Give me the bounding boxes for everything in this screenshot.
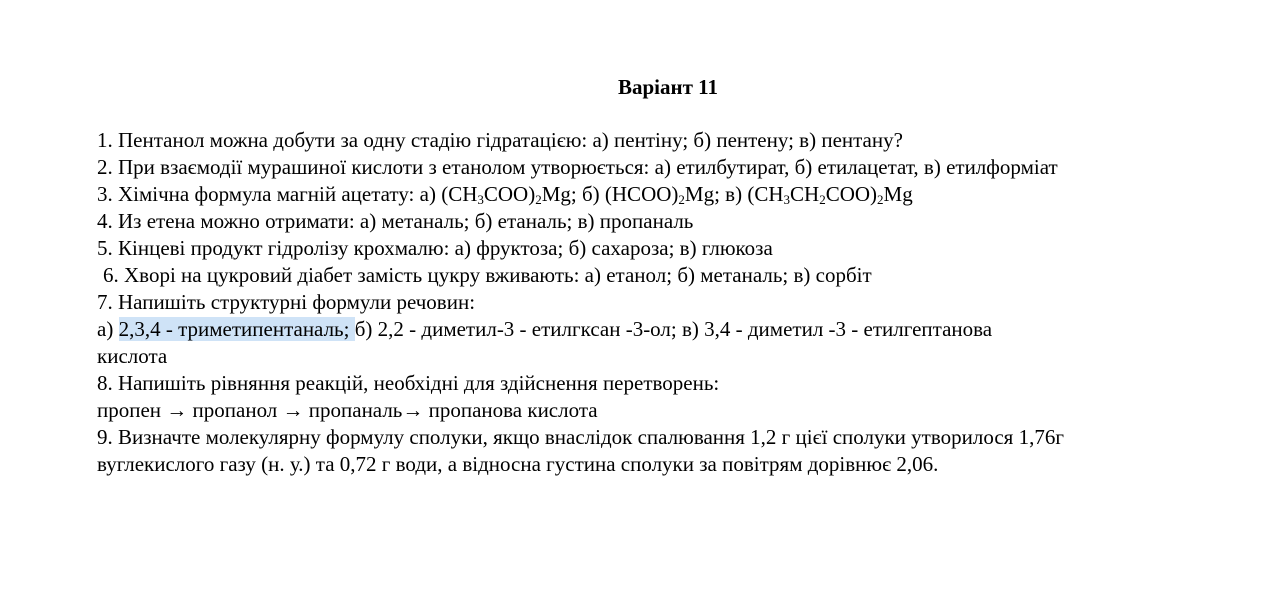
- q3-text-6: COO): [825, 182, 878, 206]
- question-3: [97, 181, 1267, 208]
- question-4: 4. Из етена можно отримати: а) метаналь; б) етаналь; в) пропаналь: [97, 209, 694, 233]
- q3-subscript-5: 2: [819, 192, 826, 207]
- q3-subscript-6: 2: [877, 192, 884, 207]
- question-7-items: [97, 316, 1267, 343]
- selected-text-highlight[interactable]: 2,3,4 - триметипентаналь;: [118, 317, 355, 341]
- question-5: 5. Кінцеві продукт гідролізу крохмалю: а) фруктоза; б) сахароза; в) глюкоза: [97, 236, 773, 260]
- q3-text-4: Mg; в) (CH: [684, 182, 784, 206]
- q3-subscript-1: 3: [477, 192, 484, 207]
- question-6: 6. Хворі на цукровий діабет замість цукру вживають: а) етанол; б) метаналь; в) сорбіт: [103, 263, 872, 287]
- question-8-chain: пропен → пропанол → пропаналь→ пропанова кислота: [97, 398, 598, 422]
- q3-text-3: Mg; б) (HCOO): [541, 182, 679, 206]
- q3-subscript-4: 3: [783, 192, 790, 207]
- question-7-continuation: кислота: [97, 344, 168, 368]
- page-title: Варіант 11: [617, 75, 719, 99]
- q7-rest: б) 2,2 - диметил-3 - етилгксан -3-ол; в) 3,4 - диметил -3 - етилгептанова: [354, 317, 993, 341]
- q3-text-5: CH: [790, 182, 820, 206]
- q3-text-7: Mg: [883, 182, 913, 206]
- q3-text-2: COO): [483, 182, 536, 206]
- question-9-line-2: вуглекислого газу (н. у.) та 0,72 г води, а відносна густина сполуки за повітрям дорівнює 2,06.: [97, 452, 939, 476]
- question-2: 2. При взаємодії мурашиної кислоти з етанолом утворюється: а) етилбутират, б) етилацетат, в) етилформіат: [97, 155, 1058, 179]
- question-8-heading: 8. Напишіть рівняння реакцій, необхідні для здійснення перетворень:: [97, 371, 720, 395]
- q7-prefix: а): [97, 317, 119, 341]
- question-list: [97, 127, 1267, 478]
- question-7-heading: 7. Напишіть структурні формули речовин:: [97, 290, 476, 314]
- q3-subscript-3: 2: [678, 192, 685, 207]
- q3-text-1: 3. Хімічна формула магній ацетату: а) (CH: [97, 182, 478, 206]
- question-9-line-1: 9. Визначте молекулярну формулу сполуки, якщо внаслідок спалювання 1,2 г цієї сполуки утворилося 1,76г: [97, 425, 1064, 449]
- question-1: 1. Пентанол можна добути за одну стадію гідратацією: а) пентіну; б) пентену; в) пентану?: [97, 128, 903, 152]
- q3-subscript-2: 2: [535, 192, 542, 207]
